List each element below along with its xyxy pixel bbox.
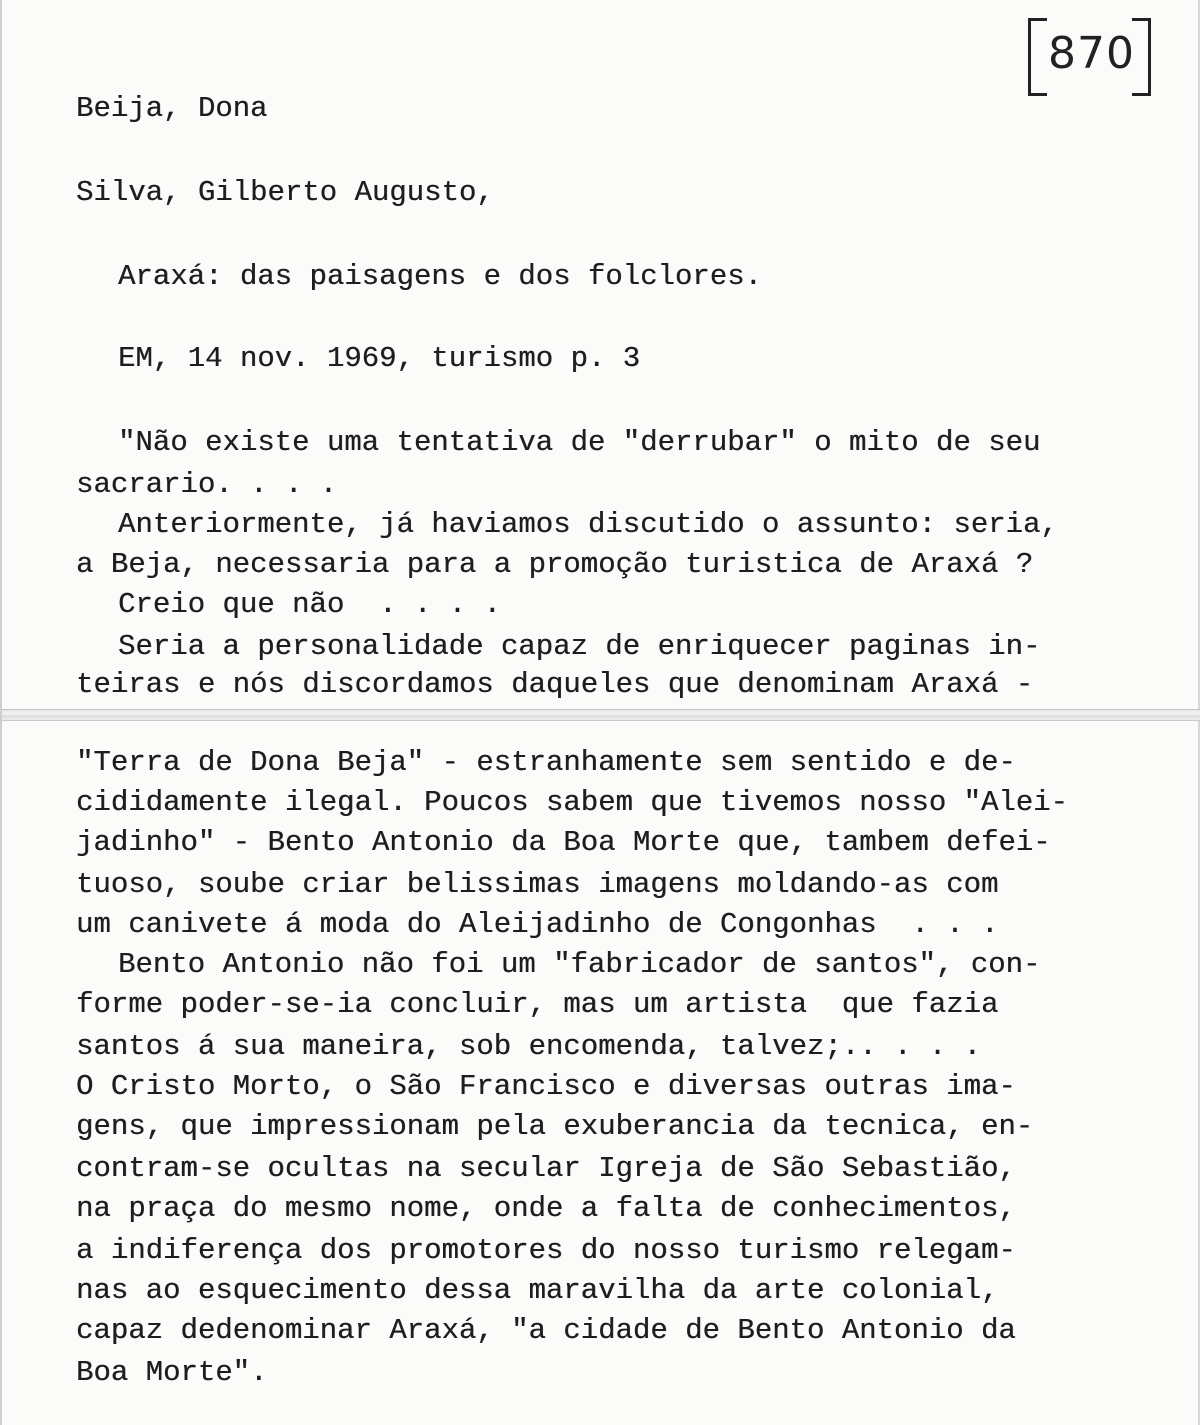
quote-line: na praça do mesmo nome, onde a falta de conhecimentos, [76, 1192, 1016, 1225]
quote-line: a indiferença dos promotores do nosso turismo relegam- [76, 1234, 1016, 1267]
card-number-stamp [1022, 18, 1157, 94]
author-name: Silva, Gilberto Augusto, [76, 176, 494, 209]
quote-line: "Terra de Dona Beja" - estranhamente sem sentido e de- [76, 746, 1016, 779]
quote-line: O Cristo Morto, o São Francisco e diversas outras ima- [76, 1070, 1016, 1103]
quote-line: Creio que não . . . . [118, 588, 501, 621]
right-bracket [1132, 18, 1151, 96]
source-citation: EM, 14 nov. 1969, turismo p. 3 [118, 342, 641, 375]
quote-line: Bento Antonio não foi um "fabricador de santos", con- [118, 948, 1041, 981]
card-number: 870 [1048, 28, 1135, 79]
quote-line: gens, que impressionam pela exuberancia da tecnica, en- [76, 1110, 1034, 1143]
quote-line: santos á sua maneira, sob encomenda, talvez;.. . . . [76, 1030, 981, 1063]
quote-line: capaz dedenominar Araxá, "a cidade de Bento Antonio da [76, 1314, 1016, 1347]
quote-line: Boa Morte". [76, 1356, 268, 1389]
quote-line: forme poder-se-ia concluir, mas um artista que fazia [76, 988, 999, 1021]
quote-line: "Não existe uma tentativa de "derrubar" o mito de seu [118, 426, 1041, 459]
article-title: Araxá: das paisagens e dos folclores. [118, 260, 762, 293]
quote-line: a Beja, necessaria para a promoção turistica de Araxá ? [76, 548, 1034, 581]
quote-line: Seria a personalidade capaz de enriquecer paginas in- [118, 630, 1041, 663]
subject-heading: Beija, Dona [76, 92, 268, 125]
quote-line: jadinho" - Bento Antonio da Boa Morte que, tambem defei- [76, 826, 1051, 859]
quote-line: nas ao esquecimento dessa maravilha da arte colonial, [76, 1274, 999, 1307]
quote-line: um canivete á moda do Aleijadinho de Congonhas . . . [76, 908, 999, 941]
quote-line: cididamente ilegal. Poucos sabem que tivemos nosso "Alei- [76, 786, 1068, 819]
quote-line: sacrario. . . . [76, 468, 338, 501]
quote-line: contram-se ocultas na secular Igreja de São Sebastião, [76, 1152, 1016, 1185]
card-fold [2, 709, 1200, 721]
quote-line: tuoso, soube criar belissimas imagens moldando-as com [76, 868, 999, 901]
quote-line: teiras e nós discordamos daqueles que denominam Araxá - [76, 668, 1034, 701]
quote-line: Anteriormente, já haviamos discutido o assunto: seria, [118, 508, 1058, 541]
